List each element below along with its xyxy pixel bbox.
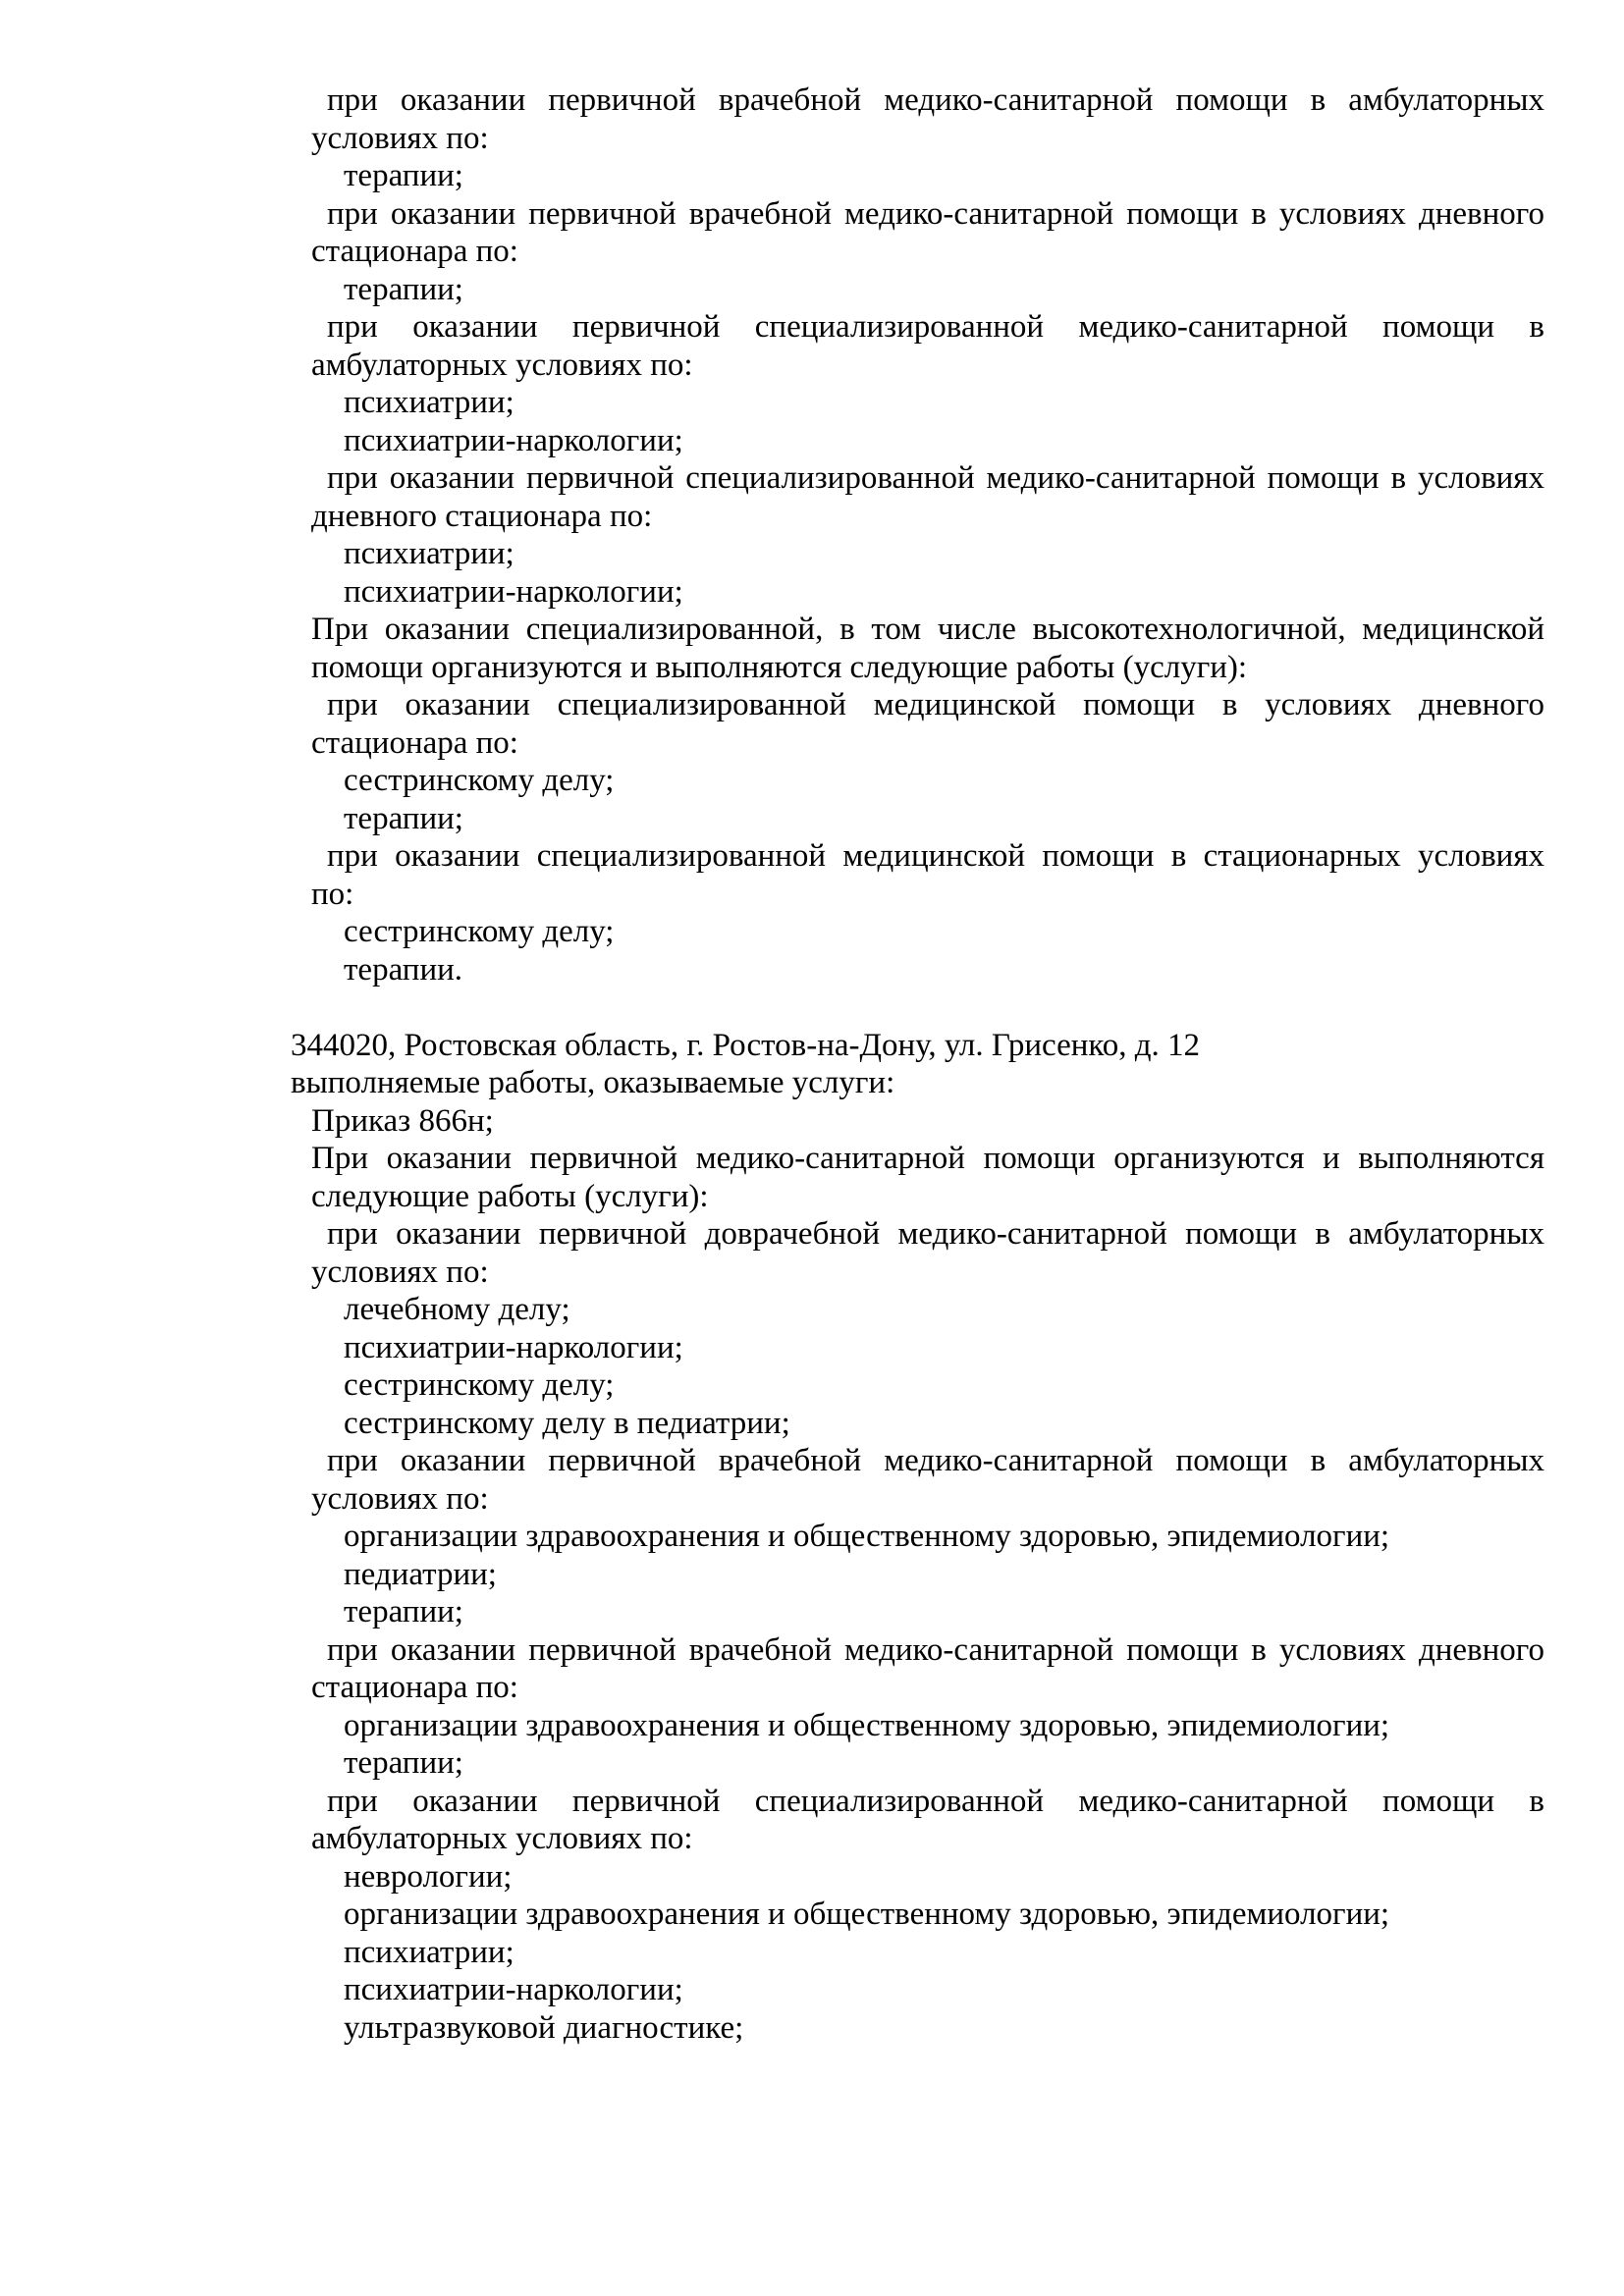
text-line: ультразвуковой диагностике; (344, 2009, 744, 2046)
text-line: по: (311, 876, 354, 912)
text-line: условиях по: (311, 1480, 489, 1517)
text-line: При оказании специализированной, в том числе высокотехнологичной, медицинской (311, 612, 1544, 647)
text-line: психиатрии-наркологии; (344, 422, 683, 458)
text-line: организации здравоохранения и общественному здоровью, эпидемиологии; (344, 1707, 1390, 1743)
text-line: сестринскому делу; (344, 1367, 615, 1403)
text-line: при оказании специализированной медицинской помощи в условиях дневного (327, 687, 1544, 722)
text-line: психиатрии-наркологии; (344, 573, 683, 610)
text-line: при оказании первичной специализированной медико-санитарной помощи в (327, 1783, 1544, 1819)
text-line: организации здравоохранения и общественному здоровью, эпидемиологии; (344, 1896, 1390, 1932)
text-line: терапии; (344, 1594, 463, 1629)
license-works-text-block (291, 81, 1544, 2047)
text-line: амбулаторных условиях по: (311, 347, 693, 383)
text-line: стационара по: (311, 234, 518, 269)
text-line: психиатрии-наркологии; (344, 1972, 683, 2007)
text-line: следующие работы (услуги): (311, 1178, 709, 1214)
text-line: При оказании первичной медико-санитарной помощи организуются и выполняются (311, 1141, 1544, 1176)
text-line: терапии. (344, 951, 463, 988)
address-line: 344020, Ростовская область, г. Ростов-на-Дону, ул. Грисенко, д. 12 (291, 1027, 1201, 1063)
text-line: терапии; (344, 271, 463, 307)
text-line: организации здравоохранения и общественному здоровью, эпидемиологии; (344, 1519, 1390, 1554)
text-line: при оказании первичной врачебной медико-санитарной помощи в амбулаторных (327, 82, 1544, 118)
text-line: терапии; (344, 800, 463, 836)
text-line: условиях по: (311, 1254, 489, 1290)
text-line: при оказании первичной врачебной медико-санитарной помощи в условиях дневного (327, 1631, 1544, 1668)
text-line: неврологии; (344, 1858, 513, 1895)
text-line: сестринскому делу; (344, 763, 615, 798)
text-line: терапии; (344, 158, 463, 193)
text-line: психиатрии-наркологии; (344, 1329, 683, 1365)
text-line: стационара по: (311, 1670, 518, 1705)
works-services-label: выполняемые работы, оказываемые услуги: (291, 1065, 895, 1100)
text-line: стационара по: (311, 724, 518, 761)
section-works-services-continued (291, 81, 1544, 988)
text-line: лечебному делу; (344, 1292, 570, 1327)
text-line: помощи организуются и выполняются следующие работы (услуги): (311, 649, 1248, 685)
text-line: психиатрии; (344, 1934, 514, 1970)
text-line: психиатрии; (344, 385, 514, 420)
text-line: терапии; (344, 1745, 463, 1781)
text-line: при оказании первичной специализированной медико-санитарной помощи в условиях (327, 460, 1544, 496)
text-line: при оказании первичной врачебной медико-санитарной помощи в условиях дневного (327, 195, 1544, 232)
text-line: условиях по: (311, 120, 489, 156)
text-line: сестринскому делу; (344, 914, 615, 949)
text-line: педиатрии; (344, 1556, 497, 1592)
order-reference: Приказ 866н; (311, 1102, 494, 1139)
text-line: дневного стационара по: (311, 498, 653, 534)
text-line: амбулаторных условиях по: (311, 1821, 693, 1856)
text-line: сестринскому делу в педиатрии; (344, 1405, 790, 1441)
text-line: при оказании специализированной медицинской помощи в стационарных условиях (327, 838, 1544, 874)
text-line: при оказании первичной специализированной медико-санитарной помощи в (327, 309, 1544, 345)
section-address-344020 (291, 1027, 1544, 2048)
text-line: при оказании первичной доврачебной медико-санитарной помощи в амбулаторных (327, 1216, 1544, 1252)
text-line: при оказании первичной врачебной медико-санитарной помощи в амбулаторных (327, 1443, 1544, 1478)
text-line: психиатрии; (344, 536, 514, 571)
